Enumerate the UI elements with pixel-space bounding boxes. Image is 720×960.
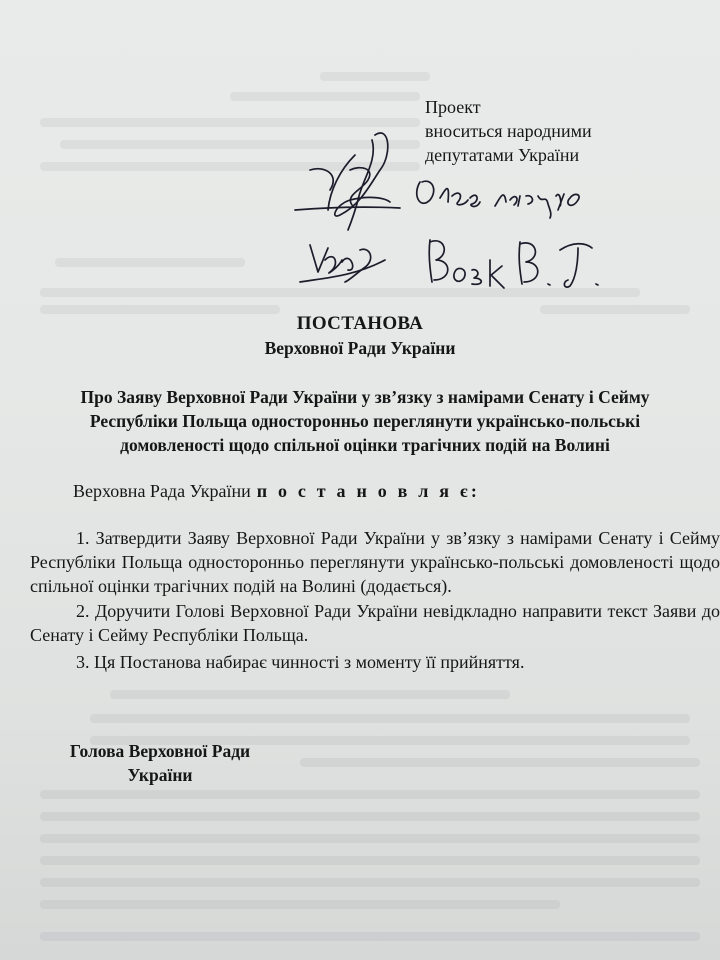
preamble-text: Верховна Рада України — [73, 481, 251, 501]
paragraph-1: 1. Затвердити Заяву Верховної Ради України у зв’язку з намірами Сенату і Сейму Республіки Польща односторонньо переглянути українсько-польські домовленості щодо спільної оцінки трагічних подій на Волині (додається). — [30, 528, 720, 596]
signature-scribble-1 — [295, 133, 400, 230]
signature-vovk — [429, 240, 598, 288]
preamble-verb: п о с т а н о в л я є: — [256, 481, 481, 501]
preamble — [73, 481, 480, 502]
chairman-signature-block — [40, 739, 280, 787]
paragraph-3: 3. Ця Постанова набирає чинності з моменту її прийняття. — [76, 652, 525, 672]
document-title: ПОСТАНОВА — [296, 313, 424, 334]
document-subtitle: Верховної Ради України — [264, 338, 456, 358]
paragraph-2: 2. Доручити Голові Верховної Ради України невідкладно направити текст Заяви до Сенату і Сейму Республіки Польща. — [30, 601, 720, 645]
resolution-subject — [40, 385, 690, 457]
subject-line-1: Про Заяву Верховної Ради України у зв’язку з намірами Сенату і Сейму — [80, 387, 650, 407]
signature-scribble-2 — [300, 245, 385, 282]
signatures-area — [280, 110, 610, 295]
project-note-line-3: депутатами України — [425, 145, 580, 165]
signature-lyashko — [417, 181, 579, 218]
project-note-line-2: вноситься народними — [425, 121, 592, 141]
project-note-line-1: Проект — [425, 97, 481, 117]
chairman-line-2: України — [127, 765, 193, 785]
subject-line-3: домовленості щодо спільної оцінки трагічних подій на Волині — [120, 435, 610, 455]
subject-line-2: Республіки Польща односторонньо переглянути українсько-польські — [89, 411, 641, 431]
chairman-line-1: Голова Верховної Ради — [69, 741, 251, 761]
